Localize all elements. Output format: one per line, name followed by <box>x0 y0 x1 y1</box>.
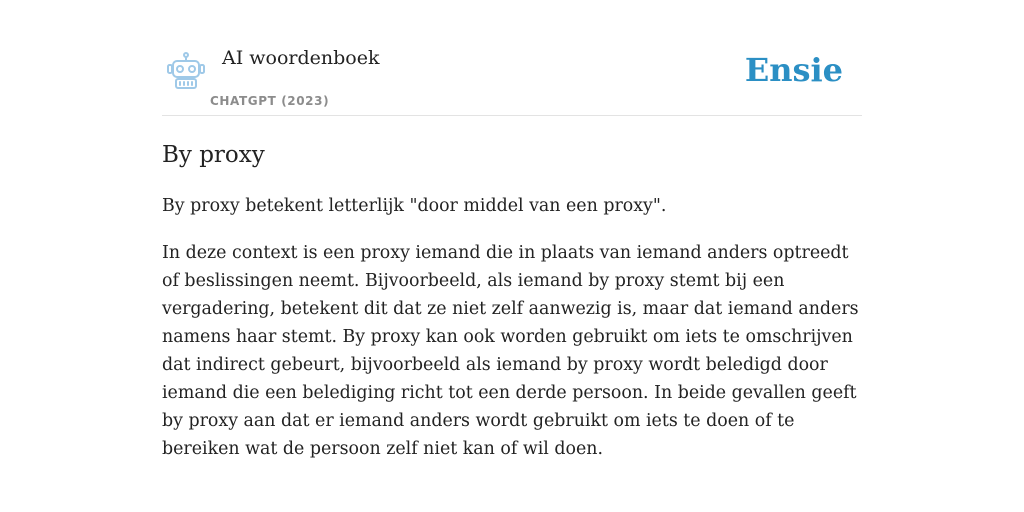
source-header <box>162 40 862 116</box>
source-title[interactable]: AI woordenboek <box>222 47 380 69</box>
ensie-logo[interactable]: Ensie <box>744 51 843 89</box>
definition-paragraph-1: By proxy betekent letterlijk "door middel van een proxy". <box>162 196 667 216</box>
robot-icon <box>166 52 206 90</box>
dictionary-entry-card <box>162 40 862 463</box>
source-subtitle: CHATGPT (2023) <box>210 94 330 108</box>
definition-paragraph-2: In deze context is een proxy iemand die in plaats van iemand anders optreedt of beslissingen neemt. Bijvoorbeeld, als iemand by proxy stemt bij een vergadering, betekent dit dat ze niet zelf aanwezig is, maar dat iemand anders namens haar stemt. By proxy kan ook worden gebruikt om iets te omschrijven dat indirect gebeurt, bijvoorbeeld als iemand by proxy wordt beledigd door iemand die een belediging richt tot een derde persoon. In beide gevallen geeft by proxy aan dat er iemand anders wordt gebruikt om iets te doen of te bereiken wat de persoon zelf niet kan of wil doen. <box>162 243 859 459</box>
entry-term: By proxy <box>162 142 265 168</box>
